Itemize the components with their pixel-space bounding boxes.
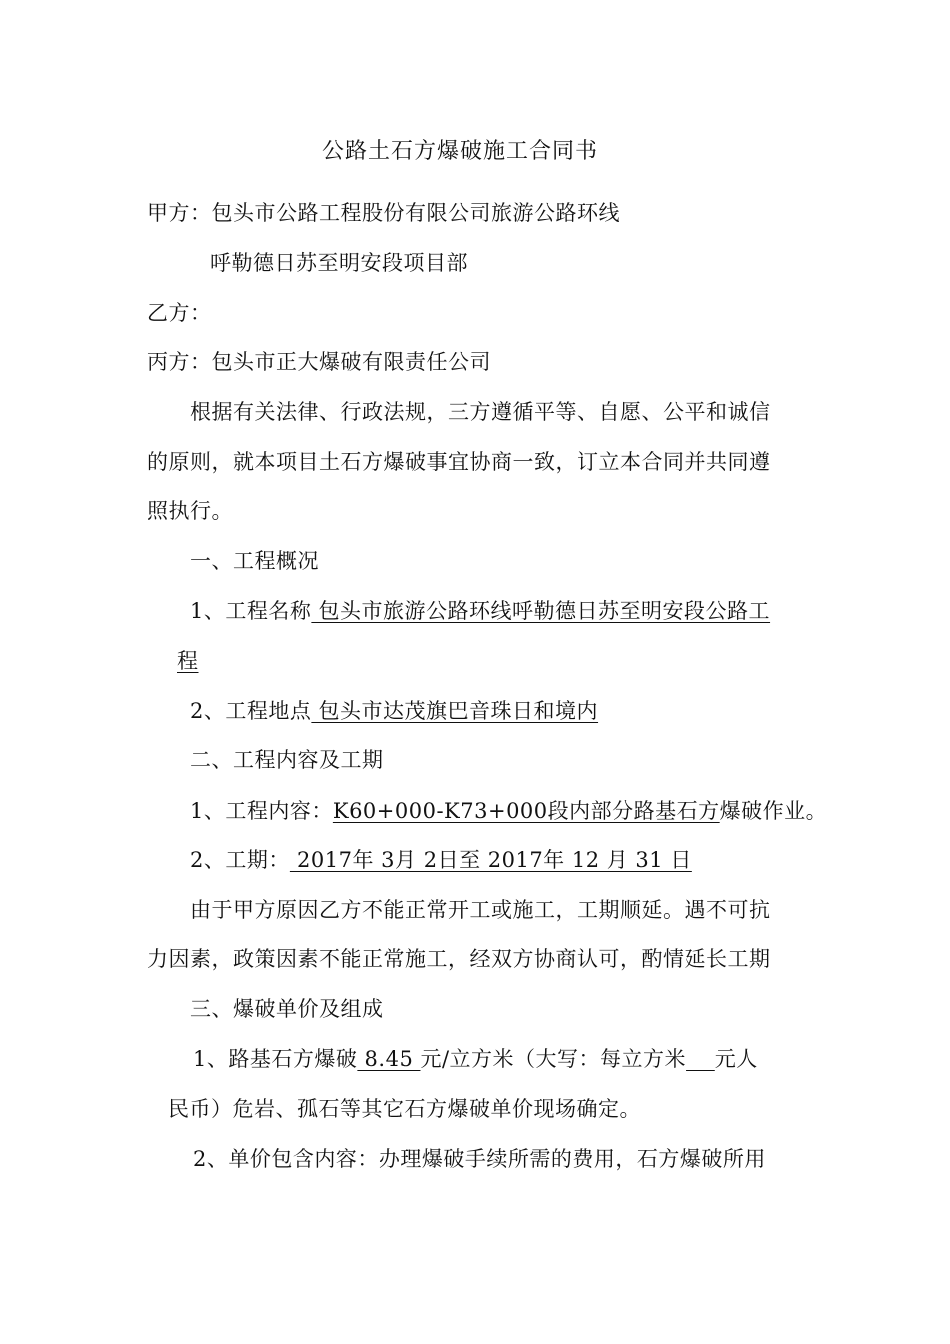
delay-note-line-2: 力因素，政策因素不能正常施工，经双方协商认可，酌情延长工期 [147,947,771,971]
party-b: 乙方： [147,301,212,325]
unit-price-item [193,1045,758,1073]
preamble-line-1: 根据有关法律、行政法规，三方遵循平等、自愿、公平和诚信 [190,400,771,424]
work-content-label: 1、工程内容： [190,799,333,823]
preamble-line-2: 的原则，就本项目土石方爆破事宜协商一致，订立本合同并共同遵 [147,450,771,474]
party-a-name: 包头市公路工程股份有限公司旅游公路环线 [211,201,620,225]
work-period-value: 2017年 3月 2日至 2017年 12 月 31 日 [289,848,692,872]
project-name-label: 1、工程名称 [190,599,312,623]
unit-price-unit: 元/立方米（大写：每立方米 [420,1047,687,1071]
price-contents-item: 2、单价包含内容：办理爆破手续所需的费用，石方爆破所用 [193,1147,766,1171]
project-name-cont [177,647,199,675]
work-period-label: 2、工期： [190,848,290,872]
project-location [190,697,598,725]
unit-price-blank [686,1047,715,1071]
unit-price-item-cont: 民币）危岩、孤石等其它石方爆破单价现场确定。 [168,1097,641,1121]
preamble-line-3: 照执行。 [147,499,233,523]
party-c-label: 丙方： [147,350,212,374]
party-c-name: 包头市正大爆破有限责任公司 [211,350,491,374]
party-a-label: 甲方： [147,201,212,225]
work-content [190,797,827,825]
unit-price-value: 8.45 [357,1047,421,1071]
section-3-heading: 三、爆破单价及组成 [190,997,384,1021]
delay-note-line-1: 由于甲方原因乙方不能正常开工或施工，工期顺延。遇不可抗 [190,898,771,922]
project-name-value: 包头市旅游公路环线呼勒德日苏至明安段公路工 [311,599,771,623]
project-location-value: 包头市达茂旗巴音珠日和境内 [311,699,599,723]
unit-price-end: 元人 [714,1047,758,1071]
work-content-value: K60+000-K73+000段内部分路基石方 [332,799,720,823]
section-2-heading: 二、工程内容及工期 [190,748,384,772]
section-1-heading: 一、工程概况 [190,549,319,573]
work-period [190,846,692,874]
unit-price-label: 1、路基石方爆破 [193,1047,358,1071]
party-c [147,348,491,376]
project-name-value-cont: 程 [177,649,199,673]
party-a [147,199,620,227]
project-name [190,597,770,625]
party-a-name-cont: 呼勒德日苏至明安段项目部 [210,251,468,275]
work-content-suffix: 爆破作业。 [719,799,828,823]
project-location-label: 2、工程地点 [190,699,312,723]
page-title: 公路土石方爆破施工合同书 [322,139,599,164]
